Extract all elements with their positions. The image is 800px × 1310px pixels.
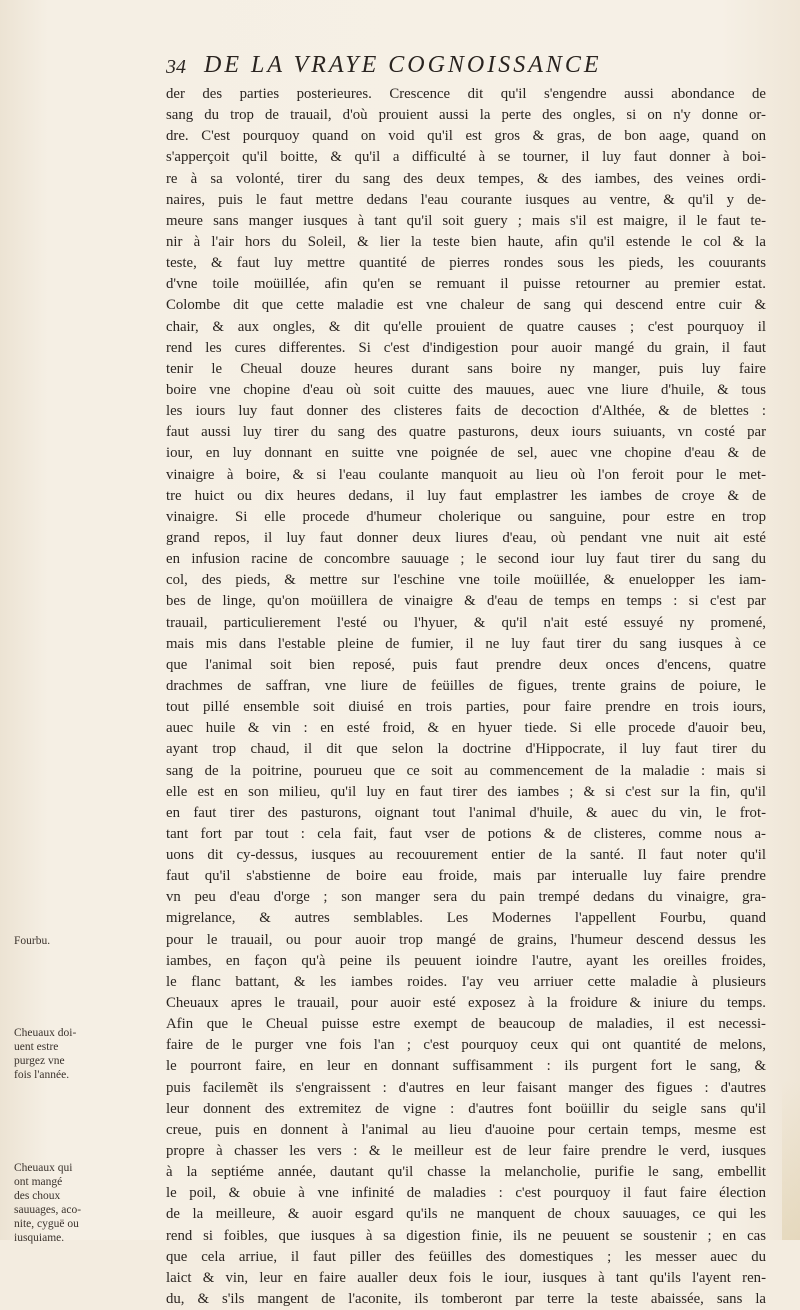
text-line: trauail, particulierement l'esté ou l'hyuer, & qu'il n'ait esté essuyé ny promené, [166, 614, 766, 631]
text-line: que cela arriue, il faut piller des feüilles des domestiques ; les messer auec du [166, 1248, 766, 1265]
text-line: vn peu d'eau d'orge ; son manger sera du pain trempé dedans du vinaigre, gra- [166, 889, 766, 906]
text-line: col, des pieds, & mettre sur l'eschine vne toile moüillée, & enuelopper les iam- [166, 572, 766, 589]
text-line: puis facilemẽt ils s'engraissent : d'autres en leur faisant manger des figues : d'autres [166, 1079, 766, 1096]
text-line: Cheuaux apres le trauail, pour auoir esté exposez à la froidure & iniure du temps. [166, 995, 766, 1012]
text-line: teste, & faut luy mettre quantité de pierres rondes sous les pieds, les couurants [166, 255, 766, 272]
text-line: Afin que le Cheual puisse estre exempt de beaucoup de maladies, il est necessi- [166, 1016, 766, 1033]
margin-note-line: ont mangé [14, 1176, 63, 1188]
text-line: re à sa volonté, tirer du sang des deux tempes, & des iambes, des veines ordi- [166, 170, 766, 187]
margin-note-line: sauuages, aco- [14, 1204, 82, 1216]
page-edge-stain [782, 1080, 800, 1240]
text-line: que l'animal soit bien reposé, puis faut prendre deux onces d'encens, quatre [166, 656, 766, 673]
text-line: uons dit cy-dessus, iusques au recouurement entier de la santé. Il faut noter qu'il [166, 847, 766, 864]
text-line: vinaigre. Si elle procede d'humeur cholerique ou sanguine, pour estre en trop [166, 508, 766, 525]
margin-note-fourbu [14, 934, 98, 948]
text-line: sang de la poitrine, pourueu que ce soit au commencement de la maladie : mais si [166, 762, 766, 779]
text-line: en faut tirer des pasturons, oignant tout l'animal d'huile, & auec du vin, le frot- [166, 804, 766, 821]
text-line: à la septiéme année, dautant qu'il chasse la melancholie, purifie le sang, embellit [166, 1164, 766, 1181]
text-line: Colombe dit que cette maladie est vne chaleur de sang qui descend entre cuir & [166, 297, 766, 314]
text-line: rend si foibles, que iusques à sa digestion finie, ils ne peuuent se soustenir ; en cas [166, 1227, 766, 1244]
text-line: pour le trauail, ou pour auoir trop mangé de grains, l'humeur descend dessus les [166, 931, 766, 948]
text-line: vinaigre à boire, & si l'eau coulante manquoit au lieu où l'on feroit pour le met- [166, 466, 766, 483]
page-number: 34 [166, 56, 186, 78]
margin-note-purge [14, 1026, 98, 1082]
text-line: der des parties posterieures. Crescence dit qu'il s'engendre aussi abondance de [166, 86, 766, 102]
margin-note-line: uent estre [14, 1041, 59, 1053]
margin-note-line: nite, cyguë ou [14, 1218, 79, 1230]
margin-note-line: Fourbu. [14, 935, 51, 947]
margin-note-line: fois l'année. [14, 1069, 70, 1081]
text-line: mais mis dans l'estable pleine de fumier, il ne luy faut tirer du sang iusques à ce [166, 635, 766, 652]
text-line: propre à chasser les vers : & le meilleur est de leur faire prendre le verd, iusques [166, 1143, 766, 1160]
text-line: faut aussi luy tirer du sang des quatre pasturons, deux iours suiuants, vn costé par [166, 424, 766, 441]
text-line: naires, puis le faut mettre dedans l'eau courante iusques au ventre, & qu'il y de- [166, 191, 766, 208]
text-line: d'vne toile moüillée, afin qu'en se remuant il puisse retourner au premier estat. [166, 276, 766, 293]
text-line: creue, puis en donnent à l'animal au lieu d'auoine pour certain temps, mesme est [166, 1121, 766, 1138]
text-line: iour, en luy donnant en suitte vne poignée de sel, auec vne chopine d'eau & de [166, 445, 766, 462]
text-line: faire de le purger vne fois l'an ; c'est pourquoy ceux qui ont quantité de melons, [166, 1037, 766, 1054]
body-text [166, 84, 766, 1310]
text-line: du, & s'ils mangent de l'aconite, ils tomberont par terre la teste abaissée, sans la [166, 1291, 766, 1308]
text-line: meure sans manger iusques à tant qu'il soit guery ; mais s'il est maigre, il le faut te- [166, 212, 766, 229]
margin-note-line: Cheuaux doi- [14, 1027, 77, 1039]
text-line: tre huict ou dix heures dedans, il luy faut emplastrer les iambes de croye & de [166, 487, 766, 504]
text-line: auec huile & vin : en esté froid, & en hyuer tiede. Si elle procede d'auoir beu, [166, 720, 766, 737]
text-line: ayant trop chaud, il dit que selon la doctrine d'Hippocrate, il luy faut tirer du [166, 741, 766, 758]
text-line: s'apperçoit qu'il boitte, & qu'il a difficulté à se tourner, il luy faut donner à boi- [166, 149, 766, 166]
margin-note-choux [14, 1161, 98, 1245]
text-line: elle est en son milieu, qu'il luy en faut tirer des iambes ; & si c'est sur la fin, qu'il [166, 783, 766, 800]
page-header [166, 52, 766, 82]
text-line: nir à l'air hors du Soleil, & lier la teste bien haute, afin qu'il estende le col & la [166, 233, 766, 250]
margin-note-line: Cheuaux qui [14, 1162, 73, 1174]
margin-note-line: des choux [14, 1190, 61, 1202]
text-line: drachmes de saffran, vne liure de feüilles de figues, trente grains de poiure, le [166, 677, 766, 694]
text-line: tout pillé ensemble soit diuisé en trois parties, pour faire prendre en trois iours, [166, 699, 766, 716]
text-line: boire vne chopine d'eau où soit cuitte des mauues, auec vne liure d'huile, & tous [166, 381, 766, 398]
text-line: de la meilleure, & auoir esgard qu'ils ne manquent de choux sauuages, ce qui les [166, 1206, 766, 1223]
text-line: en infusion racine de concombre sauuage ; le second iour luy faut tirer du sang du [166, 551, 766, 568]
text-line: faut qu'il s'abstienne de boire eau froide, mais par interualle luy faire prendre [166, 868, 766, 885]
running-title: DE LA VRAYE COGNOISSANCE [204, 52, 602, 78]
text-line: grand repos, il luy faut donner deux liures d'eau, où pendant vne nuit ait esté [166, 529, 766, 546]
margin-note-line: purgez vne [14, 1055, 65, 1067]
text-line: sang du trop de trauail, d'où prouient aussi la perte des ongles, si on n'y donne or- [166, 107, 766, 124]
text-line: leur donnent des extremitez de vigne : d'autres font boüillir du seigle sans qu'il [166, 1100, 766, 1117]
margin-note-line: iusquiame. [14, 1232, 65, 1244]
text-line: iambes, en façon qu'à peine ils peuuent ioindre l'autre, ayant les oreilles froides, [166, 952, 766, 969]
text-line: le poil, & obuie à vne infinité de maladies : c'est pourquoy il faut faire élection [166, 1185, 766, 1202]
text-line: le flanc battant, & les iambes roides. I'ay veu arriuer cette maladie à plusieurs [166, 973, 766, 990]
text-line: tant fort par tout : cela fait, faut vser de potions & de clisteres, comme nous a- [166, 825, 766, 842]
text-line: chair, & aux ongles, & dit qu'elle prouient de quatre causes ; c'est pourquoy il [166, 318, 766, 335]
text-line: le pourront faire, en leur en donnant suffisamment : ils purgent fort le sang, & [166, 1058, 766, 1075]
text-line: tenir le Cheual douze heures durant sans boire ny manger, puis luy faire [166, 360, 766, 377]
text-line: les iours luy faut donner des clisteres faits de decoction d'Althée, & de blettes : [166, 403, 766, 420]
text-line: migrelance, & autres semblables. Les Modernes l'appellent Fourbu, quand [166, 910, 766, 927]
text-line: bes de linge, qu'on moüillera de vinaigre & d'eau de temps en temps : si c'est par [166, 593, 766, 610]
text-line: dre. C'est pourquoy quand on void qu'il est gros & gras, de bon aage, quand on [166, 128, 766, 145]
text-line: laict & vin, leur en faire aualler deux fois le iour, iusques à tant qu'ils l'ayent ren- [166, 1269, 766, 1286]
text-line: rend les cures differentes. Si c'est d'indigestion pour auoir mangé du grain, il faut [166, 339, 766, 356]
